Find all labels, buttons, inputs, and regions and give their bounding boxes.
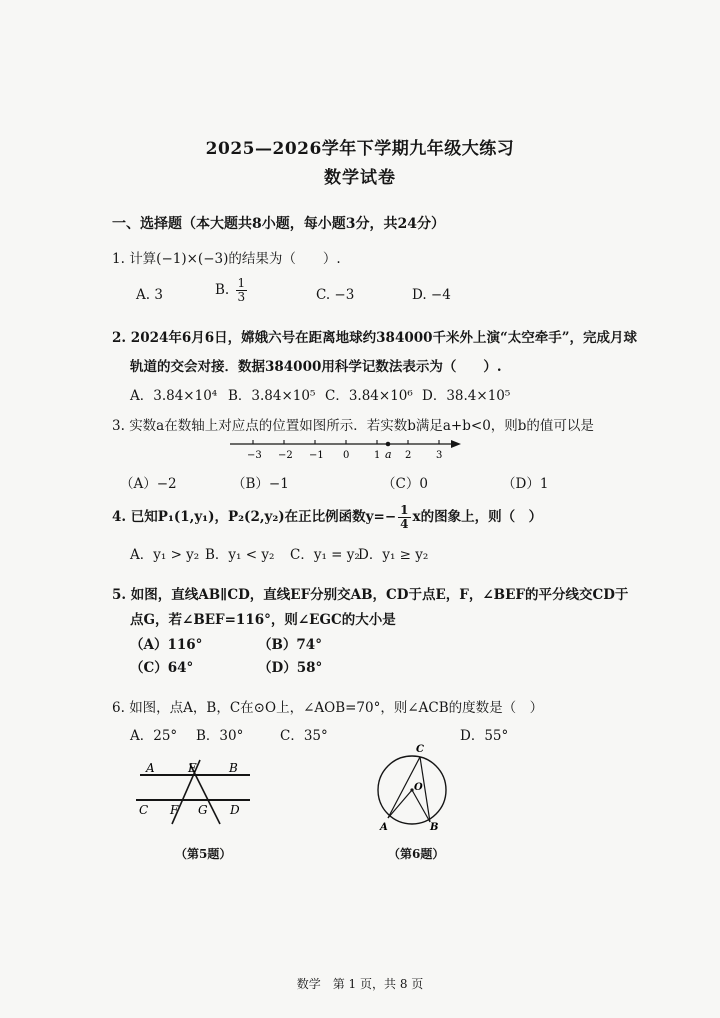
number-line-arrow	[451, 440, 461, 448]
q2-option-a: A．3.84×10⁴	[130, 388, 218, 404]
fig5-label-d: D	[230, 803, 240, 817]
q3-option-b: （B）−1	[232, 476, 289, 492]
figure-6-caption: （第6题）	[388, 847, 445, 861]
fig6-label-c: C	[416, 744, 424, 755]
question-4-text-before: 已知P₁(1,y₁)，P₂(2,y₂)在正比例函数y=−	[130, 509, 397, 525]
fig6-label-a: A	[380, 822, 388, 833]
question-2-line-1	[112, 326, 637, 346]
number-line-tick-label: −1	[309, 450, 324, 461]
fig5-label-f: F	[170, 803, 179, 817]
fig5-label-g: G	[198, 803, 208, 817]
question-4-number: 4.	[112, 509, 127, 525]
q1-option-c: C. −3	[316, 287, 355, 303]
q4-option-a: A．y₁ > y₂	[130, 547, 200, 563]
q5-option-c: （C）64°	[130, 660, 194, 676]
q5-option-d: （D）58°	[258, 660, 323, 676]
number-line-ticks	[247, 440, 442, 461]
point-a-marker	[386, 442, 391, 447]
number-line-tick-label: 0	[343, 450, 350, 461]
q1-option-b	[215, 277, 249, 304]
question-4-text-after: x的图象上，则（ ）	[412, 509, 543, 525]
number-line-tick-label: 3	[436, 450, 443, 461]
q6-option-d: D．55°	[460, 728, 509, 744]
question-1-text: 计算(−1)×(−3)的结果为（ ）.	[129, 251, 341, 267]
question-5-line-2: 点G，若∠BEF=116°，则∠EGC的大小是	[130, 612, 396, 628]
number-line	[225, 436, 465, 466]
q4-option-c: C．y₁ = y₂	[290, 547, 360, 563]
fig5-label-e: E	[188, 761, 197, 775]
figure-5	[132, 752, 262, 832]
number-line-tick-label: 2	[405, 450, 412, 461]
exam-subtitle: 数学试卷	[324, 168, 396, 188]
question-5-number: 5.	[112, 587, 127, 603]
figure-5-caption: （第5题）	[175, 847, 232, 861]
q6-option-c: C．35°	[280, 728, 328, 744]
q4-fraction-numerator: 1	[400, 503, 409, 517]
question-2-text-1: 2024年6月6日，嫦娥六号在距离地球约384000千米外上演“太空牵手”，完成月球	[130, 330, 638, 346]
fig5-label-a: A	[146, 761, 155, 775]
question-2-line-2: 轨道的交会对接．数据384000用科学记数法表示为（ ）.	[130, 359, 502, 375]
q4-option-b: B．y₁ < y₂	[205, 547, 275, 563]
exam-title: 2025—2026学年下学期九年级大练习	[205, 139, 515, 159]
fig6-label-b: B	[430, 822, 439, 833]
q1-option-b-fraction	[236, 277, 248, 304]
number-line-tick-label: −2	[278, 450, 293, 461]
question-1-number: 1.	[112, 251, 125, 267]
q1-option-a: A. 3	[136, 287, 163, 303]
section-heading: 一、选择题（本大题共8小题，每小题3分，共24分）	[112, 216, 445, 232]
q6-option-a: A．25°	[130, 728, 178, 744]
question-3-number: 3.	[112, 418, 125, 434]
q6-option-b: B．30°	[196, 728, 244, 744]
q1-option-b-label: B.	[215, 282, 230, 298]
q2-option-c: C．3.84×10⁶	[325, 388, 413, 404]
fig5-label-b: B	[229, 761, 238, 775]
question-1	[112, 247, 341, 267]
question-6	[112, 696, 543, 716]
question-3-text: 实数a在数轴上对应点的位置如图所示．若实数b满足a+b<0，则b的值可以是	[129, 418, 594, 434]
question-3	[112, 414, 594, 434]
fig6-label-o: O	[414, 782, 423, 793]
q5-option-a: （A）116°	[130, 637, 203, 653]
question-5-line-1	[112, 583, 628, 603]
number-line-tick-label: 1	[374, 450, 381, 461]
q3-option-a: （A）−2	[120, 476, 177, 492]
q3-option-d: （D）1	[502, 476, 549, 492]
q1-fraction-numerator: 1	[237, 276, 246, 290]
q4-fraction-denominator: 4	[400, 517, 409, 531]
fig5-label-c: C	[139, 803, 149, 817]
point-a-label: a	[385, 448, 392, 461]
question-4-fraction	[398, 504, 410, 531]
q2-option-b: B．3.84×10⁵	[228, 388, 316, 404]
q5-option-b: （B）74°	[258, 637, 322, 653]
q1-fraction-denominator: 3	[237, 290, 246, 304]
question-5-text-1: 如图，直线AB∥CD，直线EF分别交AB，CD于点E，F，∠BEF的平分线交CD于	[130, 587, 629, 603]
question-6-number: 6.	[112, 700, 125, 716]
q2-option-d: D．38.4×10⁵	[422, 388, 511, 404]
question-2-number: 2.	[112, 330, 127, 346]
q4-option-d: D．y₁ ≥ y₂	[358, 547, 429, 563]
page-footer: 数学 第 1 页，共 8 页	[296, 977, 424, 991]
figure-6	[368, 740, 460, 840]
question-4	[112, 504, 542, 531]
q1-option-d: D. −4	[412, 287, 451, 303]
question-6-text: 如图，点A，B，C在⊙O上，∠AOB=70°，则∠ACB的度数是（ ）	[129, 700, 544, 716]
number-line-tick-label: −3	[247, 450, 262, 461]
q3-option-c: （C）0	[382, 476, 428, 492]
